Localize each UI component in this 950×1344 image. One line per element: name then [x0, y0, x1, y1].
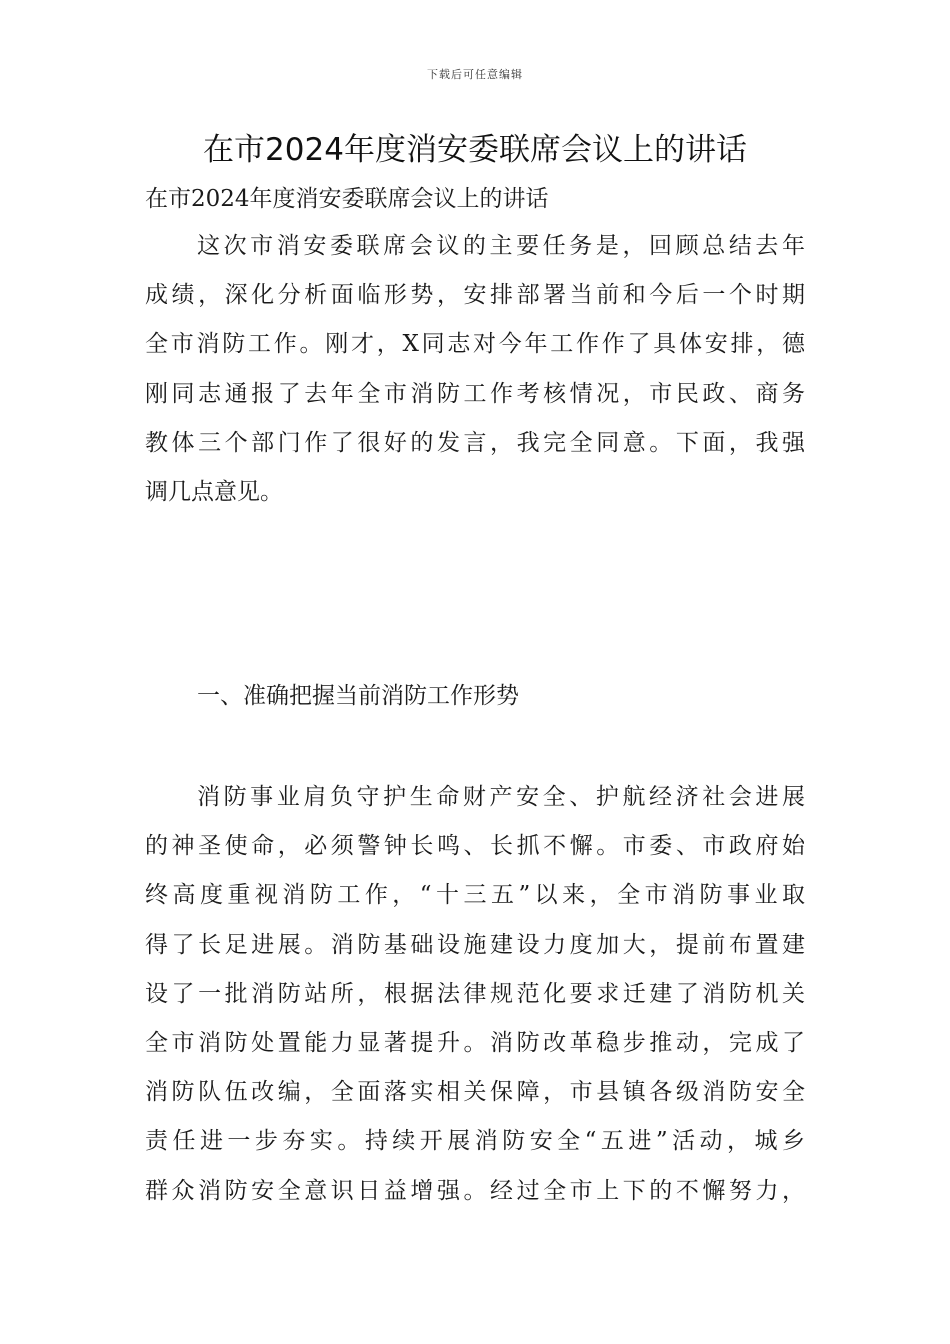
paragraph-line: 全市消防工作。刚才，X同志对今年工作作了具体安排，德: [145, 331, 805, 358]
paragraph-line: 消防队伍改编，全面落实相关保障，市县镇各级消防安全: [145, 1079, 805, 1106]
paragraph-line: 调几点意见。: [145, 479, 283, 506]
paragraph-line: 得了长足进展。消防基础设施建设力度加大，提前布置建: [145, 931, 805, 958]
document-title: 在市2024年度消安委联席会议上的讲话: [203, 132, 747, 168]
paragraph-line: 群众消防安全意识日益增强。经过全市上下的不懈努力，: [145, 1177, 805, 1204]
section-heading: 一、准确把握当前消防工作形势: [197, 683, 519, 709]
paragraph-line: 成绩，深化分析面临形势，安排部署当前和今后一个时期: [145, 282, 805, 309]
paragraph-line: 终高度重视消防工作，“十三五”以来，全市消防事业取: [145, 882, 805, 909]
paragraph-line: 刚同志通报了去年全市消防工作考核情况，市民政、商务: [145, 380, 805, 407]
document-subtitle: 在市2024年度消安委联席会议上的讲话: [145, 186, 549, 212]
paragraph-line: 的神圣使命，必须警钟长鸣、长抓不懈。市委、市政府始: [145, 833, 805, 860]
paragraph-line: 全市消防处置能力显著提升。消防改革稳步推动，完成了: [145, 1030, 805, 1057]
paragraph-line: 责任进一步夯实。持续开展消防安全“五进”活动，城乡: [145, 1128, 805, 1155]
paragraph-line: 这次市消安委联席会议的主要任务是，回顾总结去年: [197, 233, 805, 259]
paragraph-line: 教体三个部门作了很好的发言，我完全同意。下面，我强: [145, 429, 805, 456]
intro-paragraph: [145, 222, 805, 517]
body-paragraph: [145, 773, 805, 1216]
paragraph-line: 设了一批消防站所，根据法律规范化要求迁建了消防机关: [145, 980, 805, 1007]
paragraph-line: 消防事业肩负守护生命财产安全、护航经济社会进展: [197, 784, 805, 810]
header-note: 下载后可任意编辑: [427, 68, 523, 81]
